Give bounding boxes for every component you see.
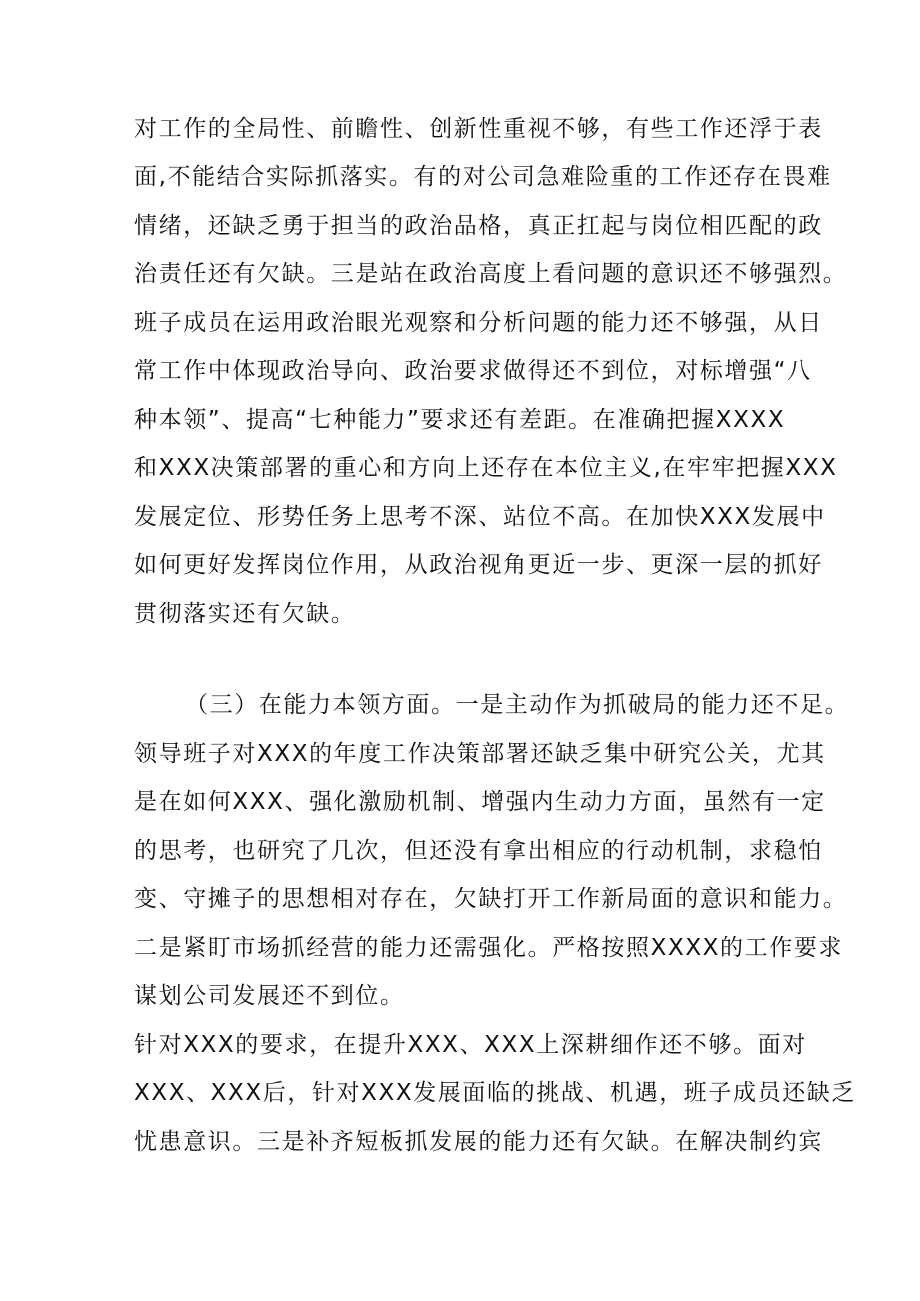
paragraph-line: 的思考，也研究了几次，但还没有拿出相应的行动机制，求稳怕 xyxy=(134,838,823,864)
paragraph-line: XXX、XXX后，针对XXX发展面临的挑战、机遇，班子成员还缺乏 xyxy=(134,1080,857,1106)
paragraph-line: 二是紧盯市场抓经营的能力还需强化。严格按照XXXX的工作要求 xyxy=(134,935,844,961)
paragraph-line: 是在如何XXX、强化激励机制、增强内生动力方面，虽然有一定 xyxy=(134,789,826,815)
paragraph-line: 谋划公司发展还不到位。 xyxy=(134,983,405,1009)
paragraph-line: 发展定位、形势任务上思考不深、站位不高。在加快XXX发展中 xyxy=(134,504,826,530)
paragraph-line: 治责任还有欠缺。三是站在政治高度上看问题的意识还不够强烈。 xyxy=(134,261,848,287)
paragraph-line: 常工作中体现政治导向、政治要求做得还不到位，对标增强“八 xyxy=(134,358,812,384)
paragraph-line: 忧患意识。三是补齐短板抓发展的能力还有欠缺。在解决制约宾 xyxy=(134,1129,823,1155)
paragraph-line: 情绪，还缺乏勇于担当的政治品格，真正扛起与岗位相匹配的政 xyxy=(134,213,823,239)
paragraph-line: 针对XXX的要求，在提升XXX、XXX上深耕细作还不够。面对 xyxy=(134,1032,807,1058)
paragraph-line: 领导班子对XXX的年度工作决策部署还缺乏集中研究公关，尤其 xyxy=(134,741,826,767)
section-heading-line: （三）在能力本领方面。一是主动作为抓破局的能力还不足。 xyxy=(185,692,850,718)
paragraph-line: 贯彻落实还有欠缺。 xyxy=(134,601,356,627)
paragraph-line: 变、守摊子的思想相对存在，欠缺打开工作新局面的意识和能力。 xyxy=(134,886,848,912)
paragraph-line: 班子成员在运用政治眼光观察和分析问题的能力还不够强，从日 xyxy=(134,310,823,336)
paragraph-line: 种本领”、提高“七种能力”要求还有差距。在准确把握XXXX xyxy=(134,407,786,433)
paragraph-line: 和XXX决策部署的重心和方向上还存在本位主义,在牢牢把握XXX xyxy=(134,455,838,481)
paragraph-line: 对工作的全局性、前瞻性、创新性重视不够，有些工作还浮于表 xyxy=(134,116,823,142)
paragraph-line: 如何更好发挥岗位作用，从政治视角更近一步、更深一层的抓好 xyxy=(134,552,823,578)
paragraph-line: 面,不能结合实际抓落实。有的对公司急难险重的工作还存在畏难 xyxy=(134,164,832,190)
